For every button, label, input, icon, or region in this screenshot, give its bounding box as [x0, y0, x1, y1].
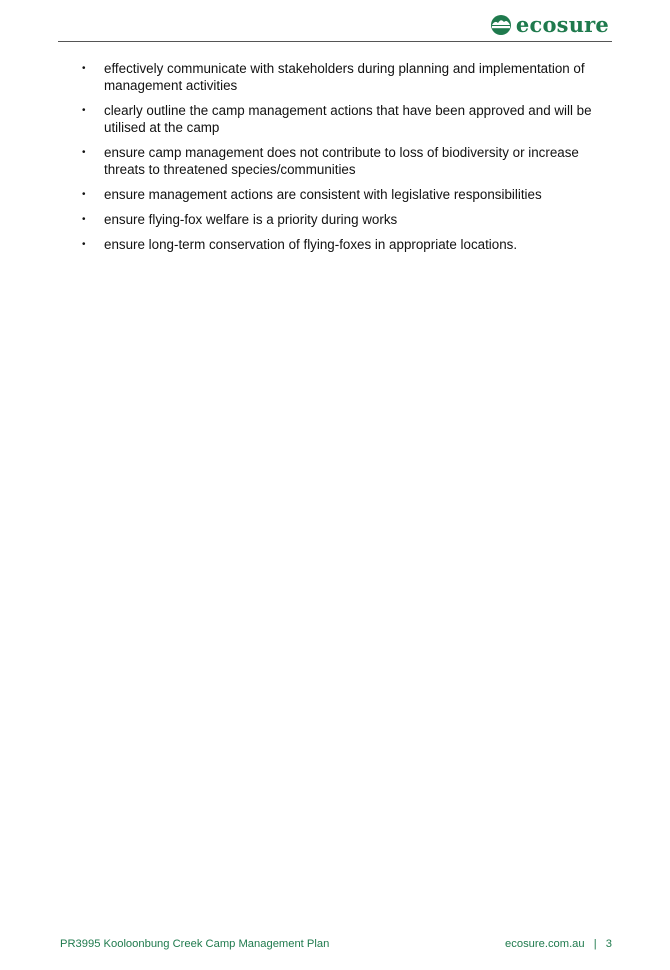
footer-separator: | — [593, 938, 597, 950]
list-item-text: ensure management actions are consistent with legislative responsibilities — [104, 187, 542, 202]
bullet-icon: • — [82, 147, 86, 158]
page-number: 3 — [605, 938, 612, 950]
bullet-icon: • — [82, 105, 86, 116]
list-item — [82, 102, 602, 136]
logo-text: ecosure — [515, 12, 609, 37]
list-item — [82, 60, 602, 94]
objectives-list — [82, 60, 602, 261]
website-link[interactable]: ecosure.com.au — [505, 938, 585, 950]
page-header — [58, 0, 612, 42]
footer-right — [505, 938, 612, 950]
list-item — [82, 144, 602, 178]
ecosure-logo-icon — [490, 14, 512, 36]
list-item-text: ensure camp management does not contribute to loss of biodiversity or increase threats to threatened species/communities — [104, 145, 579, 177]
bullet-icon: • — [82, 214, 86, 225]
list-item — [82, 211, 602, 228]
bullet-icon: • — [82, 63, 86, 74]
list-item-text: effectively communicate with stakeholders during planning and implementation of management activities — [104, 61, 585, 93]
bullet-icon: • — [82, 239, 86, 250]
document-title: PR3995 Kooloonbung Creek Camp Management Plan — [60, 938, 330, 950]
list-item — [82, 236, 602, 253]
bullet-icon: • — [82, 189, 86, 200]
list-item-text: ensure long-term conservation of flying-foxes in appropriate locations. — [104, 237, 518, 252]
ecosure-logo — [490, 12, 609, 38]
list-item — [82, 186, 602, 203]
list-item-text: clearly outline the camp management actions that have been approved and will be utilised at the camp — [104, 103, 592, 135]
list-item-text: ensure flying-fox welfare is a priority during works — [104, 212, 398, 227]
